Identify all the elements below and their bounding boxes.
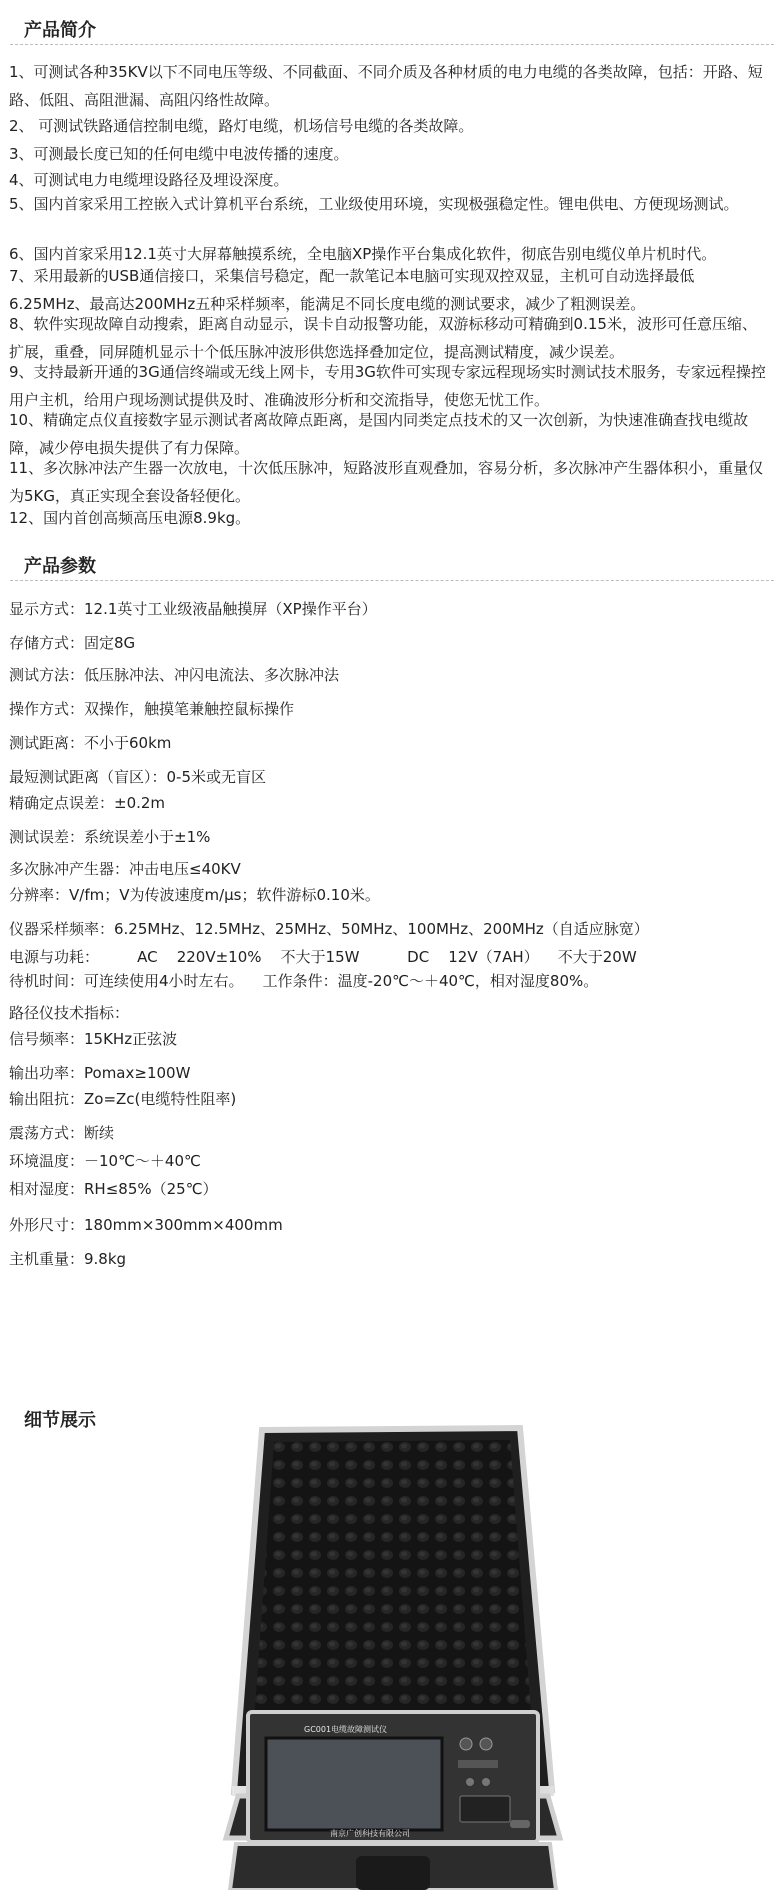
intro-item: 9、支持最新开通的3G通信终端或无线上网卡，专用3G软件可实现专家远程现场实时测试技术服务，专家远程操控用户主机，给用户现场测试提供及时、准确波形分析和交流指导，使您无忧工作。 [9, 363, 766, 409]
param-row: 显示方式：12.1英寸工业级液晶触摸屏（XP操作平台） [9, 600, 377, 618]
intro-item: 3、可测最长度已知的任何电缆中电波传播的速度。 [9, 145, 349, 163]
param-row: 操作方式：双操作，触摸笔兼触控鼠标操作 [9, 700, 295, 718]
section-divider [10, 44, 774, 45]
param-row: 电源与功耗： AC 220V±10% 不大于15W DC 12V（7AH） 不大于20W [9, 948, 637, 966]
section-title-details: 细节展示 [24, 1410, 96, 1431]
device-company-label: 南京广创科技有限公司 [330, 1829, 410, 1838]
touchpad [460, 1796, 510, 1822]
section-header-params [0, 540, 776, 584]
param-row: 仪器采样频率：6.25MHz、12.5MHz、25MHz、50MHz、100MHz、200MHz（自适应脉宽） [9, 920, 649, 938]
section-divider [10, 580, 774, 581]
param-row: 待机时间：可连续使用4小时左右。 工作条件：温度-20℃～＋40℃，相对湿度80%。 [9, 972, 599, 990]
intro-item: 10、精确定点仪直接数字显示测试者离故障点距离，是国内同类定点技术的又一次创新，为快速准确查找电缆故障，减少停电损失提供了有力保障。 [9, 411, 749, 457]
section-title-params: 产品参数 [24, 556, 96, 577]
param-row: 相对湿度：RH≤85%（25℃） [9, 1180, 218, 1198]
intro-item: 5、国内首家采用工控嵌入式计算机平台系统，工业级使用环境，实现极强稳定性。锂电供电、方便现场测试。 [9, 195, 739, 213]
param-row: 精确定点误差：±0.2m [9, 794, 166, 812]
intro-item: 2、 可测试铁路通信控制电缆，路灯电缆，机场信号电缆的各类故障。 [9, 117, 474, 135]
section-title-intro: 产品简介 [24, 20, 96, 41]
param-row: 测试误差：系统误差小于±1% [9, 828, 211, 846]
param-row: 主机重量：9.8kg [9, 1250, 127, 1268]
intro-item: 1、可测试各种35KV以下不同电压等级、不同截面、不同介质及各种材质的电力电缆的各类故障，包括：开路、短路、低阻、高阻泄漏、高阻闪络性故障。 [9, 63, 763, 109]
param-row: 测试距离：不小于60km [9, 734, 172, 752]
param-row: 测试方法：低压脉冲法、冲闪电流法、多次脉冲法 [9, 666, 340, 684]
param-row: 最短测试距离（盲区）：0-5米或无盲区 [9, 768, 267, 786]
param-row: 震荡方式：断续 [9, 1124, 115, 1142]
param-row: 环境温度：－10℃～＋40℃ [9, 1152, 201, 1170]
case-handle [356, 1856, 430, 1890]
intro-item: 6、国内首家采用12.1英寸大屏幕触摸系统，全电脑XP操作平台集成化软件，彻底告别电缆仪单片机时代。 [9, 245, 717, 263]
param-row: 分辨率：V/fm；V为传波速度m/μs；软件游标0.10米。 [9, 886, 380, 904]
device-screen-caption: GC001电缆故障测试仪 [304, 1725, 388, 1734]
param-row: 多次脉冲产生器：冲击电压≤40KV [9, 860, 241, 878]
intro-item: 11、多次脉冲法产生器一次放电，十次低压脉冲，短路波形直观叠加，容易分析，多次脉冲产生器体积小，重量仅为5KG，真正实现全套设备轻便化。 [9, 459, 764, 505]
param-row: 信号频率：15KHz正弦波 [9, 1030, 178, 1048]
cable-fault-tester-illustration [0, 1420, 776, 1890]
intro-item: 7、采用最新的USB通信接口，采集信号稳定，配一款笔记本电脑可实现双控双显，主机可自动选择最低6.25MHz、最高达200MHz五种采样频率，能满足不同长度电缆的测试要求，减少了粗测误差。 [9, 267, 695, 313]
param-row: 路径仪技术指标： [9, 1004, 130, 1022]
param-row: 存储方式：固定8G [9, 634, 136, 652]
product-photo [0, 1420, 776, 1890]
intro-item: 4、可测试电力电缆埋设路径及埋设深度。 [9, 171, 289, 189]
param-row: 输出功率：Pomax≥100W [9, 1064, 191, 1082]
intro-item: 12、国内首创高频高压电源8.9kg。 [9, 509, 251, 527]
param-row: 输出阻抗：Zo=Zc(电缆特性阻率) [9, 1090, 237, 1108]
section-header-intro [0, 4, 776, 48]
param-row: 外形尺寸：180mm×300mm×400mm [9, 1216, 283, 1234]
intro-item: 8、软件实现故障自动搜索，距离自动显示，误卡自动报警功能，双游标移动可精确到0.15米，波形可任意压缩、扩展，重叠，同屏随机显示十个低压脉冲波形供您选择叠加定位，提高测试精度，减少误差。 [9, 315, 757, 361]
